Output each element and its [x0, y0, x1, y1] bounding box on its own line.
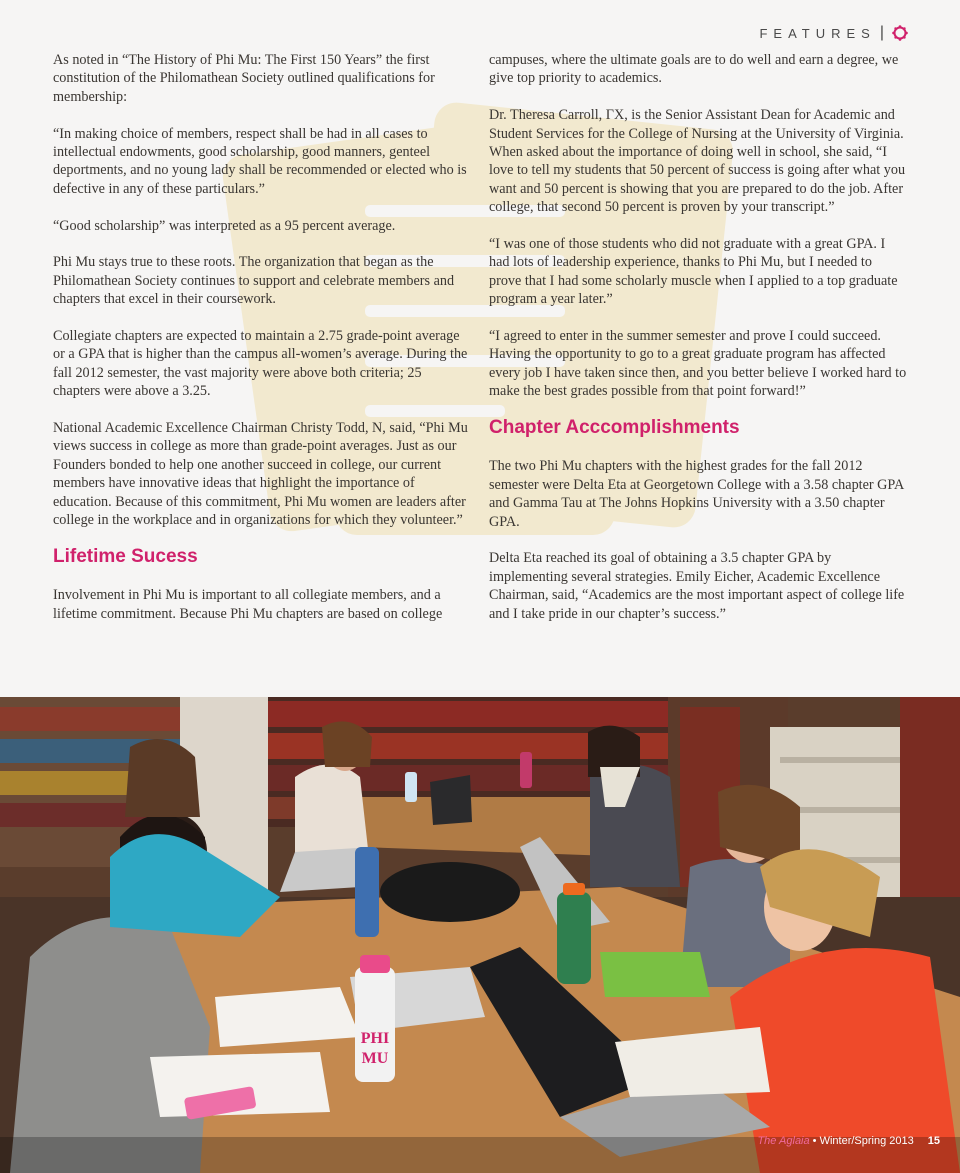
- left-column: [53, 51, 471, 641]
- right-paragraph-5: The two Phi Mu chapters with the highest grades for the fall 2012 semester were Delta Eta at Georgetown College with a 3.58 chapter GPA and Gamma Tau at The Johns Hopkins University with a 3.50 chapter GPA.: [489, 458, 904, 530]
- left-paragraph-4: Phi Mu stays true to these roots. The organization that began as the Philomathean Society continues to support and celebrate members and chapters that excel in their coursework.: [53, 254, 455, 308]
- left-paragraph-5: Collegiate chapters are expected to maintain a 2.75 grade-point average or a GPA that is higher than the campus all-women’s average. During the fall 2012 semester, the vast majority were above both criteria; 25 chapters were above a 3.25.: [53, 328, 468, 400]
- right-column: [489, 51, 907, 642]
- right-paragraph-3: “I was one of those students who did not graduate with a great GPA. I had lots of leadership experience, thanks to Phi Mu, but I needed to prove that I had some scholarly muscle when I applied to a top graduate program a year later.”: [489, 236, 898, 308]
- magazine-title: The Aglaia: [757, 1135, 810, 1147]
- right-paragraph-2: Dr. Theresa Carroll, ΓX, is the Senior Assistant Dean for Academic and Student Services for the College of Nursing at the University of Virginia. When asked about the importance of doing well in school, she said, “I love to tell my students that 50 percent of success is going after what you want and 50 percent is showing that you are prepared to do the job. After college, that second 50 percent is proven by your transcript.”: [489, 107, 906, 216]
- photo-illustration: [0, 697, 960, 1173]
- page-footer: [757, 1135, 940, 1147]
- section-label: FEATURES: [759, 25, 876, 41]
- right-paragraph-4: “I agreed to enter in the summer semester and prove I could succeed. Having the opportunity to go to a great graduate program has affected every job I have taken since then, and you better believe I worked hard to make the best grades possible from that point forward!”: [489, 328, 907, 400]
- flower-icon: [892, 25, 908, 41]
- library-study-photo: [0, 697, 960, 1173]
- page-number: 15: [927, 1135, 940, 1147]
- left-paragraph-6: National Academic Excellence Chairman Christy Todd, N, said, “Phi Mu views success in college as more than grade-point averages. Just as our Founders bonded to help one another succeed in college, our current members have innovative ideas that highlight the importance of education. Because of this commitment, Phi Mu women are leaders after college in the workplace and in organizations for which they volunteer.”: [53, 420, 468, 529]
- section-header: [759, 24, 908, 42]
- left-paragraph-1: As noted in “The History of Phi Mu: The First 150 Years” the first constitution of the Philomathean Society outlined qualifications for membership:: [53, 52, 435, 105]
- header-separator: |: [879, 24, 884, 41]
- left-paragraph-3: “Good scholarship” was interpreted as a 95 percent average.: [53, 217, 396, 234]
- bottle-label-line2: MU: [361, 1050, 389, 1067]
- left-paragraph-2: “In making choice of members, respect shall be had in all cases to intellectual endowments, good scholarship, good manners, genteel deportments, and no young lady shall be recommended or elected who is defective in any of these particulars.”: [53, 125, 467, 197]
- chapter-accomplishments-heading: Chapter Acccomplishments: [489, 417, 740, 439]
- right-paragraph-6: Delta Eta reached its goal of obtaining a 3.5 chapter GPA by implementing several strategies. Emily Eicher, Academic Excellence Chairman, said, “Academics are the most important aspect of college life and I take pride in our chapter’s success.”: [489, 550, 905, 622]
- left-paragraph-7: Involvement in Phi Mu is important to all collegiate members, and a lifetime commitment. Because Phi Mu chapters are based on college: [53, 587, 443, 622]
- issue-date: • Winter/Spring 2013: [809, 1135, 914, 1147]
- backpack: [380, 862, 520, 922]
- lifetime-success-heading: Lifetime Sucess: [53, 545, 198, 567]
- right-paragraph-1: campuses, where the ultimate goals are to do well and earn a degree, we give top priority to academics.: [489, 52, 899, 87]
- bottle-label-line1: PHI: [360, 1030, 390, 1047]
